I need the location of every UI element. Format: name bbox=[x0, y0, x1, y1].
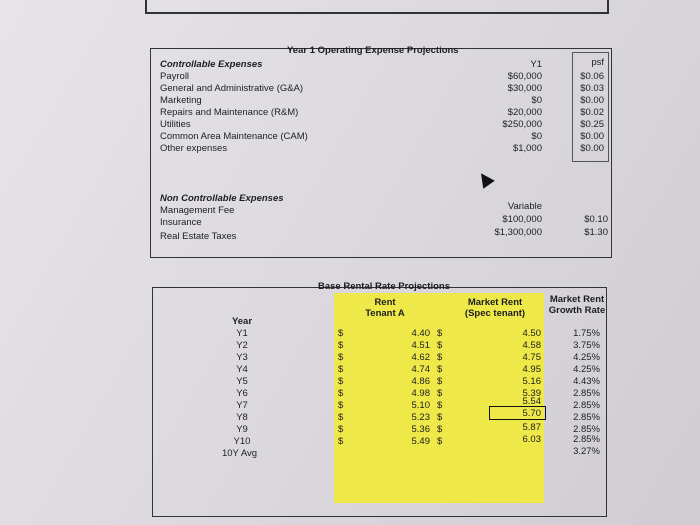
nc-row-y1: $1,300,000 bbox=[494, 227, 542, 238]
opex-row-y1: $30,000 bbox=[507, 83, 542, 94]
growth-cell: 1.75% bbox=[573, 328, 600, 339]
market-cell: 5.70 bbox=[522, 408, 541, 419]
year-cell: Y7 bbox=[236, 400, 248, 411]
currency-cell: $ bbox=[338, 436, 344, 447]
year-cell: Y4 bbox=[236, 364, 248, 375]
currency-cell: $ bbox=[437, 328, 443, 339]
opex-row-y1: $0 bbox=[531, 131, 542, 142]
opex-row-psf: $0.00 bbox=[580, 95, 604, 106]
year-cell: Y9 bbox=[236, 424, 248, 435]
opex-row-y1: $20,000 bbox=[507, 107, 542, 118]
controllable-label: Controllable Expenses bbox=[160, 59, 263, 70]
rent-cell: 4.86 bbox=[411, 376, 430, 387]
opex-row-label: Common Area Maintenance (CAM) bbox=[160, 131, 308, 142]
opex-row-psf: $0.02 bbox=[580, 107, 604, 118]
opex-row-y1: $250,000 bbox=[502, 119, 542, 130]
rent-cell: 5.23 bbox=[411, 412, 430, 423]
growth-header-2: Growth Rate bbox=[548, 305, 606, 316]
rent-cell: 4.51 bbox=[411, 340, 430, 351]
market-cell: 6.03 bbox=[522, 434, 541, 445]
market-cell: 4.75 bbox=[522, 352, 541, 363]
nc-row-psf: $0.10 bbox=[584, 214, 608, 225]
growth-header-1: Market Rent bbox=[549, 294, 605, 305]
rent-cell: 4.74 bbox=[411, 364, 430, 375]
year-cell: Y6 bbox=[236, 388, 248, 399]
opex-row-label: Marketing bbox=[160, 95, 202, 106]
nc-row-psf: $1.30 bbox=[584, 227, 608, 238]
opex-row-psf: $0.25 bbox=[580, 119, 604, 130]
growth-cell: 4.25% bbox=[573, 364, 600, 375]
currency-cell: $ bbox=[437, 400, 443, 411]
nc-row-label: Management Fee bbox=[160, 205, 235, 216]
growth-cell: 2.85% bbox=[573, 388, 600, 399]
currency-cell: $ bbox=[338, 340, 344, 351]
growth-cell: 4.25% bbox=[573, 352, 600, 363]
growth-cell: 4.43% bbox=[573, 376, 600, 387]
opex-row-label: General and Administrative (G&A) bbox=[160, 83, 304, 94]
year-cell: Y10 bbox=[233, 436, 251, 447]
market-cell: 5.87 bbox=[522, 422, 541, 433]
nc-row-y1: Variable bbox=[507, 201, 542, 212]
opex-row-label: Other expenses bbox=[160, 143, 228, 154]
currency-cell: $ bbox=[338, 352, 344, 363]
year-cell: Y5 bbox=[236, 376, 248, 387]
market-cell: 5.16 bbox=[522, 376, 541, 387]
market-cell: 5.54 bbox=[522, 396, 541, 407]
year-cell: Y8 bbox=[236, 412, 248, 423]
psf-header: psf bbox=[591, 57, 604, 68]
opex-row-y1: $0 bbox=[531, 95, 542, 106]
opex-row-label: Payroll bbox=[160, 71, 190, 82]
opex-row-psf: $0.03 bbox=[580, 83, 604, 94]
rent-cell: 4.62 bbox=[411, 352, 430, 363]
noncontrollable-label: Non Controllable Expenses bbox=[160, 193, 284, 204]
currency-cell: $ bbox=[338, 388, 344, 399]
nc-row-label: Real Estate Taxes bbox=[160, 231, 237, 242]
market-header-1: Market Rent bbox=[467, 297, 523, 308]
rent-cell: 4.98 bbox=[411, 388, 430, 399]
nc-row-y1: $100,000 bbox=[502, 214, 542, 225]
currency-cell: $ bbox=[338, 424, 344, 435]
currency-cell: $ bbox=[437, 412, 443, 423]
opex-title: Year 1 Operating Expense Projections bbox=[287, 45, 459, 56]
market-cell: 5.39 bbox=[522, 388, 541, 399]
currency-cell: $ bbox=[437, 376, 443, 387]
growth-cell: 2.85% bbox=[573, 412, 600, 423]
rent-title: Base Rental Rate Projections bbox=[318, 281, 450, 292]
avg-growth: 3.27% bbox=[573, 446, 600, 457]
currency-cell: $ bbox=[437, 388, 443, 399]
growth-cell: 2.85% bbox=[573, 400, 600, 411]
opex-row-psf: $0.06 bbox=[580, 71, 604, 82]
market-cell: 4.50 bbox=[522, 328, 541, 339]
currency-cell: $ bbox=[437, 340, 443, 351]
year-header: Year bbox=[231, 316, 253, 327]
currency-cell: $ bbox=[437, 424, 443, 435]
market-header-2: (Spec tenant) bbox=[464, 308, 526, 319]
nc-row-label: Insurance bbox=[160, 217, 202, 228]
rent-cell: 5.49 bbox=[411, 436, 430, 447]
growth-cell: 2.85% bbox=[573, 424, 600, 435]
currency-cell: $ bbox=[338, 376, 344, 387]
growth-cell: 2.85% bbox=[573, 434, 600, 445]
currency-cell: $ bbox=[338, 412, 344, 423]
rent-cell: 4.40 bbox=[411, 328, 430, 339]
opex-row-psf: $0.00 bbox=[580, 131, 604, 142]
y1-header: Y1 bbox=[530, 59, 542, 70]
rent-cell: 5.10 bbox=[411, 400, 430, 411]
opex-row-y1: $60,000 bbox=[507, 71, 542, 82]
market-cell: 4.95 bbox=[522, 364, 541, 375]
rent-cell: 5.36 bbox=[411, 424, 430, 435]
rent-header-2: Tenant A bbox=[365, 308, 405, 319]
currency-cell: $ bbox=[338, 400, 344, 411]
year-cell: Y3 bbox=[236, 352, 248, 363]
growth-cell: 3.75% bbox=[573, 340, 600, 351]
currency-cell: $ bbox=[437, 436, 443, 447]
opex-row-label: Repairs and Maintenance (R&M) bbox=[160, 107, 299, 118]
opex-row-y1: $1,000 bbox=[512, 143, 542, 154]
opex-row-psf: $0.00 bbox=[580, 143, 604, 154]
currency-cell: $ bbox=[338, 328, 344, 339]
currency-cell: $ bbox=[437, 352, 443, 363]
opex-row-label: Utilities bbox=[160, 119, 191, 130]
year-cell: Y2 bbox=[236, 340, 248, 351]
year-cell: Y1 bbox=[236, 328, 248, 339]
top-frame bbox=[145, 0, 609, 14]
avg-label: 10Y Avg bbox=[221, 448, 258, 459]
currency-cell: $ bbox=[338, 364, 344, 375]
currency-cell: $ bbox=[437, 364, 443, 375]
market-cell: 4.58 bbox=[522, 340, 541, 351]
rent-header-1: Rent bbox=[374, 297, 396, 308]
